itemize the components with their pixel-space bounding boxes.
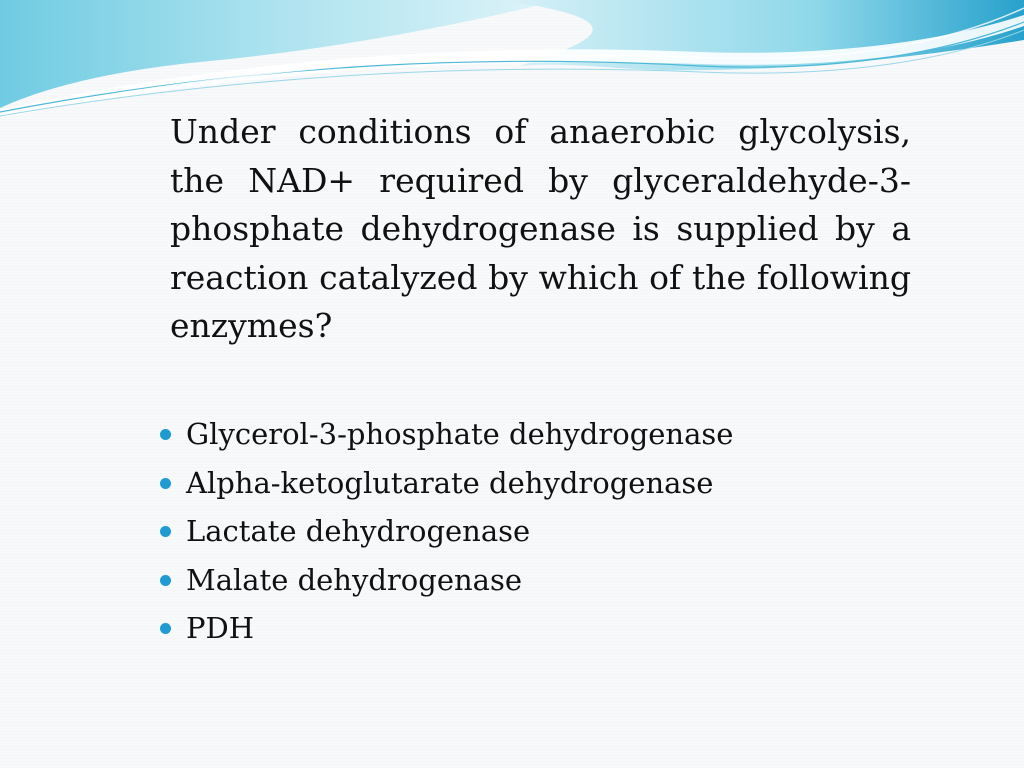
list-item xyxy=(158,410,918,459)
bullet-dot-icon xyxy=(160,478,171,489)
bullet-dot-icon xyxy=(160,526,171,537)
list-item xyxy=(158,507,918,556)
option-label: Alpha-ketoglutarate dehydrogenase xyxy=(186,465,714,500)
question-text: Under conditions of anaerobic glycolysis, the NAD+ required by glyceraldehyde-3-phosphate dehydrogenase is supplied by a reaction catalyzed by which of the following enzymes? xyxy=(170,112,911,345)
bullet-dot-icon xyxy=(160,575,171,586)
list-item xyxy=(158,604,918,653)
option-label: PDH xyxy=(186,611,255,645)
answer-options-list xyxy=(158,410,918,653)
bullet-dot-icon xyxy=(160,623,171,634)
list-item xyxy=(158,556,918,605)
option-label: Glycerol-3-phosphate dehydrogenase xyxy=(186,417,734,451)
list-item xyxy=(158,459,918,508)
option-label: Lactate dehydrogenase xyxy=(186,514,531,548)
bullet-dot-icon xyxy=(160,429,171,440)
option-label: Malate dehydrogenase xyxy=(186,562,522,597)
